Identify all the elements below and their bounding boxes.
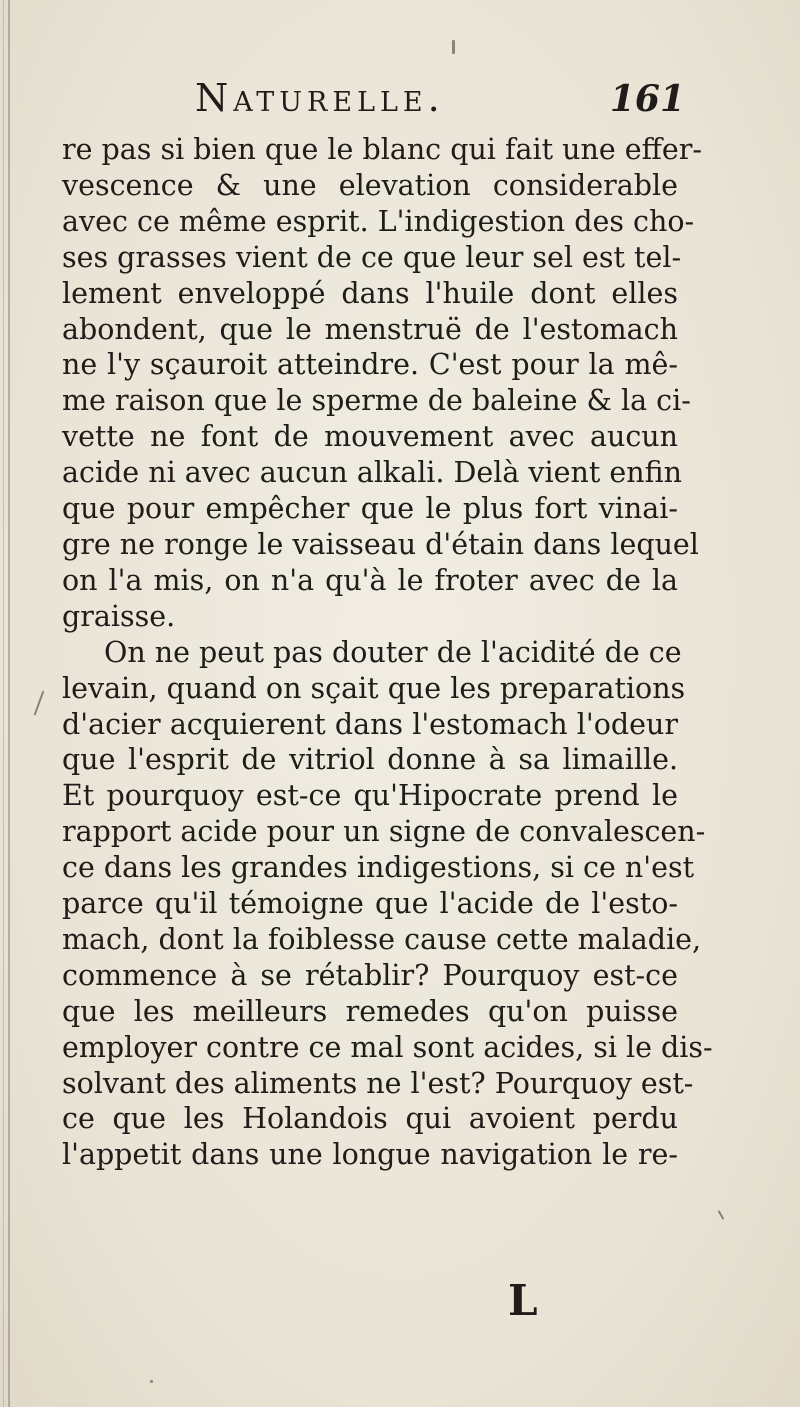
body-text xyxy=(62,132,713,1173)
text-line: mach, dont la foiblesse cause cette maladie, xyxy=(62,922,702,956)
text-line: employer contre ce mal sont acides, si le dis- xyxy=(62,1030,713,1064)
text-line: gre ne ronge le vaisseau d'étain dans lequel xyxy=(62,527,699,561)
text-line: ce que les Holandois qui avoient perdu xyxy=(62,1102,678,1136)
text-line: vescence & une elevation considerable xyxy=(62,168,678,202)
text-line: que les meilleurs remedes qu'on puisse xyxy=(62,994,678,1028)
page-number: 161 xyxy=(609,78,685,120)
text-line: lement enveloppé dans l'huile dont elles xyxy=(62,276,678,310)
text-line: avec ce même esprit. L'indigestion des cho- xyxy=(62,204,695,238)
text-line: que l'esprit de vitriol donne à sa limaille. xyxy=(62,743,678,777)
paragraph-end-line: graisse. xyxy=(62,599,176,633)
text-line: parce qu'il témoigne que l'acide de l'esto- xyxy=(62,887,678,921)
ink-speck xyxy=(452,40,455,54)
text-line: ce dans les grandes indigestions, si ce n'est xyxy=(62,851,695,885)
text-line: on l'a mis, on n'a qu'à le froter avec de la xyxy=(62,563,678,597)
text-line: re pas si bien que le blanc qui fait une effer- xyxy=(62,133,703,166)
text-line: ne l'y sçauroit atteindre. C'est pour la mê- xyxy=(62,348,678,382)
text-line: commence à se rétablir? Pourquoy est-ce xyxy=(62,958,678,992)
text-line: Et pourquoy est-ce qu'Hipocrate prend le xyxy=(62,779,678,813)
text-line: me raison que le sperme de baleine & la ci- xyxy=(62,384,691,418)
text-line: solvant des aliments ne l'est? Pourquoy est- xyxy=(62,1066,694,1100)
text-line: vette ne font de mouvement avec aucun xyxy=(62,420,678,454)
text-line: d'acier acquierent dans l'estomach l'odeur xyxy=(62,707,678,741)
ink-speck xyxy=(150,1380,153,1383)
text-line: rapport acide pour un signe de convalescen- xyxy=(62,815,706,849)
page-edge-line xyxy=(8,0,10,1407)
running-head: Naturelle. xyxy=(195,76,445,120)
text-line: levain, quand on sçait que les preparations xyxy=(62,671,686,705)
text-line: ses grasses vient de ce que leur sel est tel- xyxy=(62,240,682,274)
text-line: que pour empêcher que le plus fort vinai- xyxy=(62,492,678,526)
ink-speck xyxy=(34,690,45,715)
page-edge-line-outer xyxy=(3,0,4,1407)
text-line: abondent, que le menstruë de l'estomach xyxy=(62,312,678,346)
ink-speck xyxy=(718,1210,725,1220)
signature-mark: L xyxy=(508,1276,538,1325)
paragraph-start-line: On ne peut pas douter de l'acidité de ce xyxy=(104,635,682,669)
text-line: l'appetit dans une longue navigation le re- xyxy=(62,1138,678,1172)
page-header xyxy=(195,76,685,128)
text-line: acide ni avec aucun alkali. Delà vient enfin xyxy=(62,456,682,490)
